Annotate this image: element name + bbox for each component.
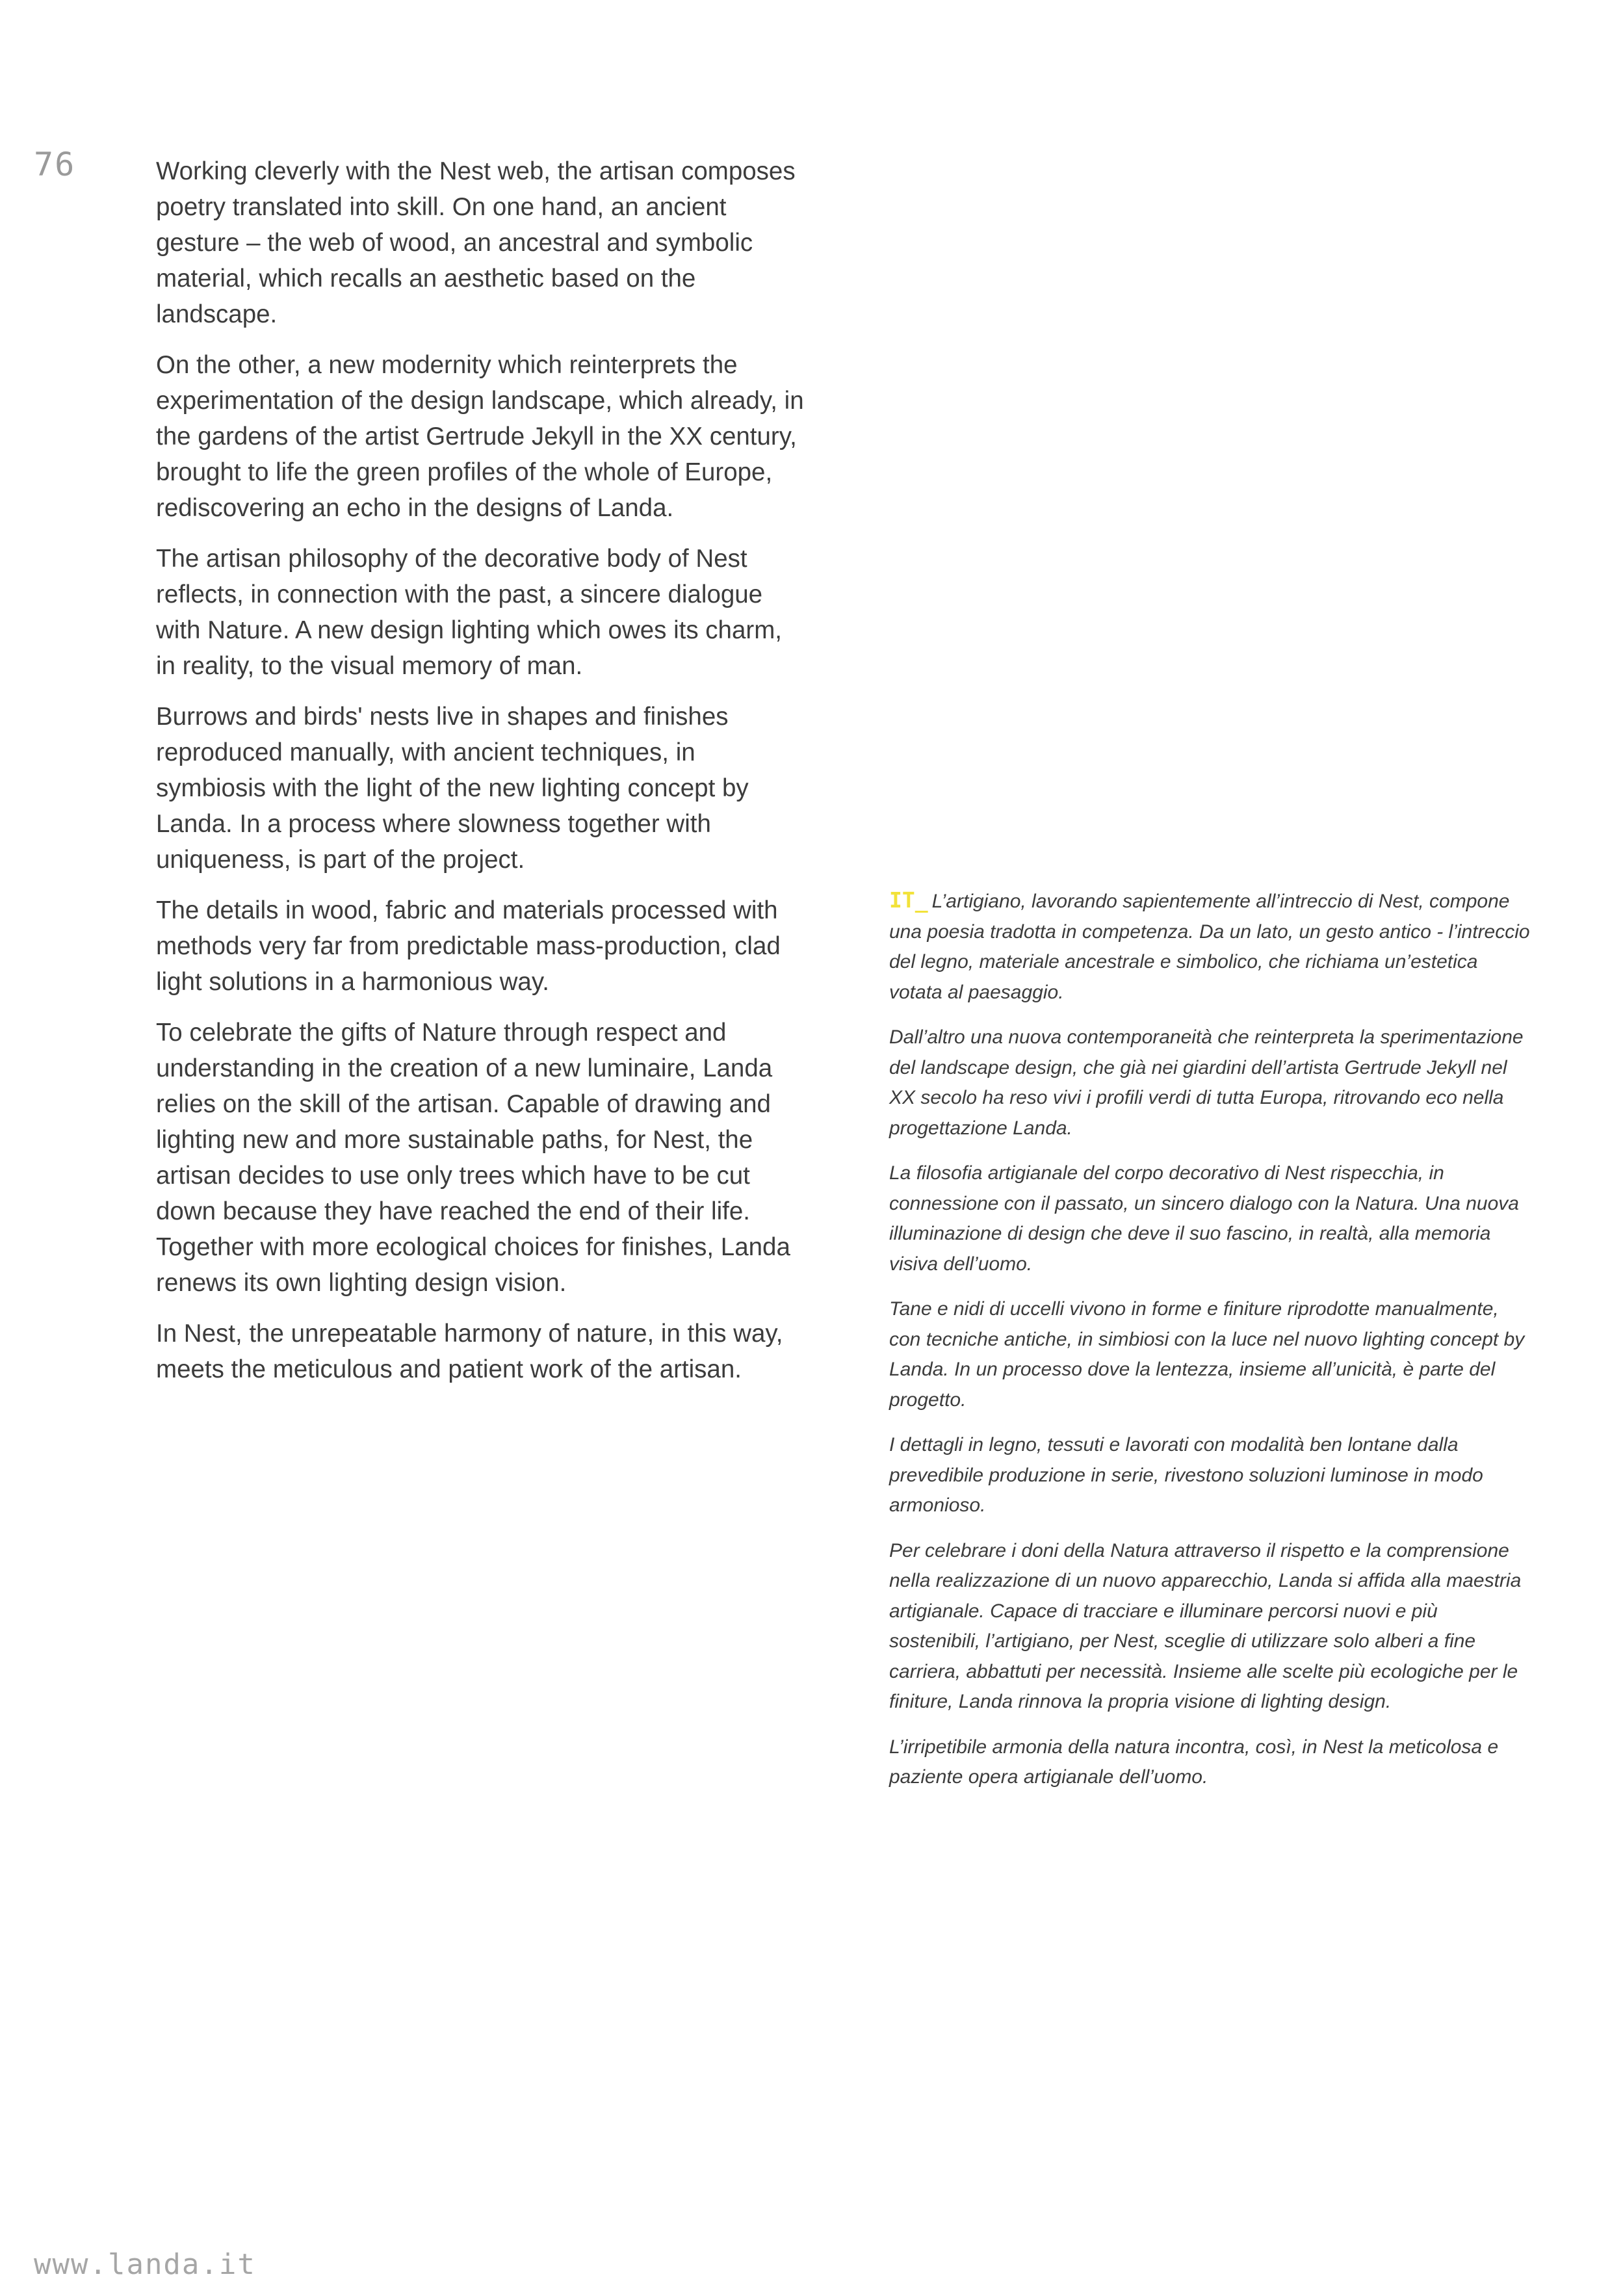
footer-website-url: www.landa.it	[34, 2248, 256, 2281]
italian-paragraph-7: L’irripetibile armonia della natura incontra, così, in Nest la meticolosa e paziente opera artigianale dell’uomo.	[889, 1736, 1499, 1788]
italian-paragraph-5: I dettagli in legno, tessuti e lavorati con modalità ben lontane dalla prevedibile produzione in serie, rivestono soluzioni luminose in modo armonioso.	[889, 1434, 1483, 1516]
english-paragraph-6: To celebrate the gifts of Nature through respect and understanding in the creation of a new luminaire, Landa relies on the skill of the artisan. Capable of drawing and lighting new and more sustainable paths, for Nest, the artisan decides to use only trees which have to be cut down because they have reached the end of their life. Together with more ecological choices for finishes, Landa renews its own lighting design vision.	[156, 1019, 790, 1297]
italian-paragraph-3: La filosofia artigianale del corpo decorativo di Nest rispecchia, in connessione con il passato, un sincero dialogo con la Natura. Una nuova illuminazione di design che deve il suo fascino, in realtà, alla memoria visiva dell’uomo.	[889, 1162, 1519, 1275]
english-paragraph-1: Working cleverly with the Nest web, the artisan composes poetry translated into skill. On one hand, an ancient gesture – the web of wood, an ancestral and symbolic material, which recalls an aesthetic based on the landscape.	[156, 157, 796, 328]
english-text-column	[156, 153, 806, 1402]
italian-paragraph-2: Dall’altro una nuova contemporaneità che reinterpreta la sperimentazione del landscape design, che già nei giardini dell’artista Gertrude Jekyll nel XX secolo ha reso vivi i profili verdi di tutta Europa, ritrovando eco nella progettazione Landa.	[889, 1026, 1524, 1139]
english-paragraph-5: The details in wood, fabric and materials processed with methods very far from predictable mass-production, clad light solutions in a harmonious way.	[156, 896, 781, 996]
italian-paragraph-6: Per celebrare i doni della Natura attraverso il rispetto e la comprensione nella realizzazione di un nuovo apparecchio, Landa si affida alla maestria artigianale. Capace di tracciare e illuminare percorsi nuovi e più sostenibili, l’artigiano, per Nest, sceglie di utilizzare solo alberi a fine carriera, abbattuti per necessità. Insieme alle scelte più ecologiche per le finiture, Landa rinnova la propria visione di lighting design.	[889, 1539, 1522, 1712]
english-paragraph-3: The artisan philosophy of the decorative body of Nest reflects, in connection with the past, a sincere dialogue with Nature. A new design lighting which owes its charm, in reality, to the visual memory of man.	[156, 545, 782, 680]
english-paragraph-7: In Nest, the unrepeatable harmony of nature, in this way, meets the meticulous and patient work of the artisan.	[156, 1320, 783, 1383]
italian-paragraph-1	[889, 885, 1533, 1008]
italian-paragraph-1-text: L’artigiano, lavorando sapientemente all’intreccio di Nest, compone una poesia tradotta in competenza. Da un lato, un gesto antico - l’intreccio del legno, materiale ancestrale e simbolico, che richiama un’estetica votata al paesaggio.	[889, 891, 1530, 1003]
page-number: 76	[34, 146, 76, 183]
italian-paragraph-4: Tane e nidi di uccelli vivono in forme e finiture riprodotte manualmente, con tecniche antiche, in simbiosi con la luce nel nuovo lighting concept by Landa. In un processo dove la lentezza, insieme all’unicità, è parte del progetto.	[889, 1298, 1525, 1411]
language-tag-it: IT_	[889, 887, 928, 913]
italian-text-column	[889, 885, 1533, 1808]
english-paragraph-2: On the other, a new modernity which reinterprets the experimentation of the design landscape, which already, in the gardens of the artist Gertrude Jekyll in the XX century, brought to life the green profiles of the whole of Europe, rediscovering an echo in the designs of Landa.	[156, 351, 804, 522]
english-paragraph-4: Burrows and birds' nests live in shapes and finishes reproduced manually, with ancient techniques, in symbiosis with the light of the new lighting concept by Landa. In a process where slowness together with uniqueness, is part of the project.	[156, 703, 749, 874]
